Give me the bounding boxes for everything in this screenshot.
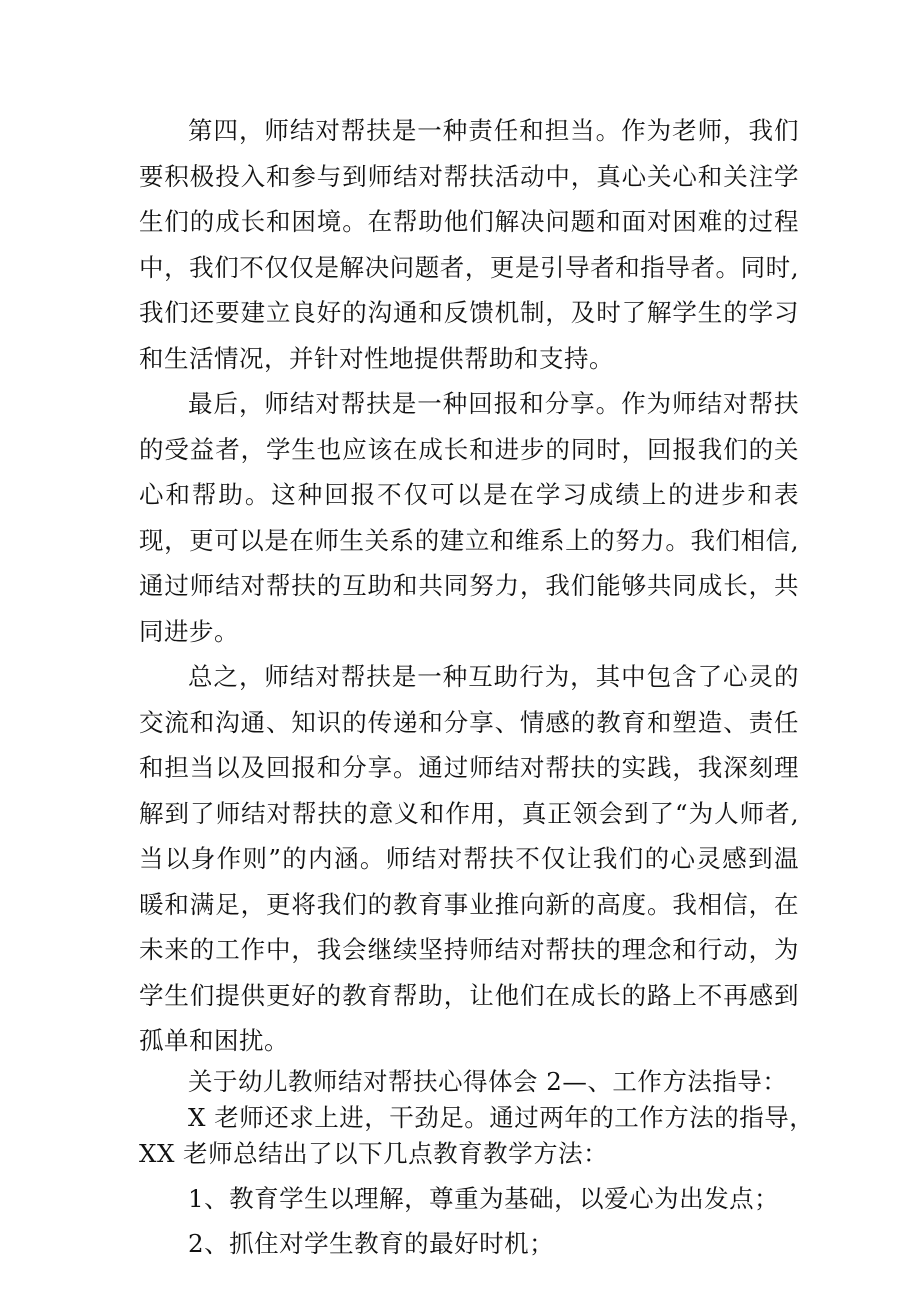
paragraph-return-and-share: 最后，师结对帮扶是一种回报和分享。作为师结对帮扶的受益者，学生也应该在成长和进步的同时，回报我们的关心和帮助。这种回报不仅可以是在学习成绩上的进步和表现，更可以是在师生关系的建立和维系上的努力。我们相信,通过师结对帮扶的互助和共同努力，我们能够共同成长，共同进步。 [139,389,799,646]
intro-line-1: X 老师还求上进，干劲足。通过两年的工作方法的指导， [188,1102,815,1132]
document-body [139,108,815,1267]
paragraph-summary: 总之，师结对帮扶是一种互助行为，其中包含了心灵的交流和沟通、知识的传递和分享、情感的教育和塑造、责任和担当以及回报和分享。通过师结对帮扶的实践，我深刻理解到了师结对帮扶的意义和作用，真正领会到了“为人师者,当以身作则”的内涵。师结对帮扶不仅让我们的心灵感到温暖和满足，更将我们的教育事业推向新的高度。我相信，在未来的工作中，我会继续坚持师结对帮扶的理念和行动，为学生们提供更好的教育帮助，让他们在成长的路上不再感到孤单和困扰。 [139,662,799,1055]
list-item: 2、抓住对学生教育的最好时机； [188,1229,555,1258]
list-item: 1、教育学生以理解，尊重为基础，以爱心为出发点； [188,1183,780,1213]
intro-line-2: XX 老师总结出了以下几点教育教学方法： [139,1138,609,1168]
section-heading: 关于幼儿教师结对帮扶心得体会 2—、工作方法指导： [188,1066,788,1096]
paragraph-responsibility: 第四，师结对帮扶是一种责任和担当。作为老师，我们要积极投入和参与到师结对帮扶活动中，真心关心和关注学生们的成长和困境。在帮助他们解决问题和面对困难的过程中，我们不仅仅是解决问题者，更是引导者和指导者。同时,我们还要建立良好的沟通和反馈机制，及时了解学生的学习和生活情况，并针对性地提供帮助和支持。 [139,116,799,373]
